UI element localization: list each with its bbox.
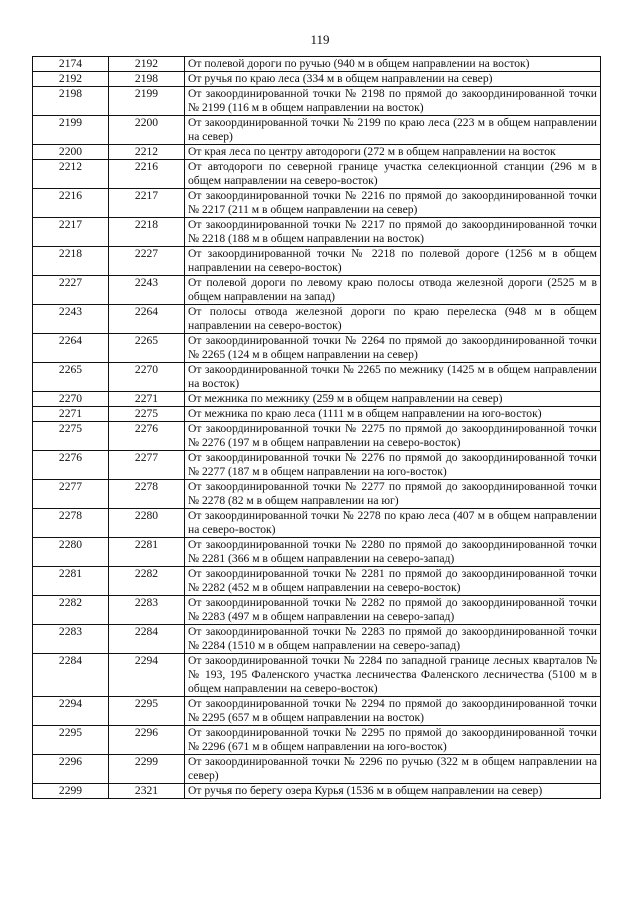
table-row [33, 218, 601, 247]
point-to-cell: 2227 [109, 247, 185, 276]
boundary-description-cell: От закоординированной точки № 2199 по краю леса (223 м в общем направлении на север) [185, 116, 601, 145]
boundary-description-cell: От края леса по центру автодороги (272 м в общем направлении на восток [185, 145, 601, 160]
point-to-cell: 2284 [109, 625, 185, 654]
table-row [33, 392, 601, 407]
boundary-description-cell: От закоординированной точки № 2276 по прямой до закоординированной точки № 2277 (187 м в общем направлении на юго-восток) [185, 451, 601, 480]
point-to-cell: 2265 [109, 334, 185, 363]
point-from-cell: 2227 [33, 276, 109, 305]
point-to-cell: 2321 [109, 784, 185, 799]
point-to-cell: 2264 [109, 305, 185, 334]
boundary-description-cell: От закоординированной точки № 2277 по прямой до закоординированной точки № 2278 (82 м в общем направлении на юг) [185, 480, 601, 509]
table-row [33, 422, 601, 451]
point-from-cell: 2217 [33, 218, 109, 247]
table-row [33, 334, 601, 363]
table-row [33, 697, 601, 726]
point-to-cell: 2278 [109, 480, 185, 509]
boundary-description-cell: От закоординированной точки № 2275 по прямой до закоординированной точки № 2276 (197 м в общем направлении на северо-восток) [185, 422, 601, 451]
table-row [33, 451, 601, 480]
point-from-cell: 2280 [33, 538, 109, 567]
point-from-cell: 2277 [33, 480, 109, 509]
boundary-description-cell: От закоординированной точки № 2264 по прямой до закоординированной точки № 2265 (124 м в общем направлении на север) [185, 334, 601, 363]
table-row [33, 625, 601, 654]
boundary-description-cell: От закоординированной точки № 2278 по краю леса (407 м в общем направлении на северо-восток) [185, 509, 601, 538]
point-from-cell: 2200 [33, 145, 109, 160]
table-row [33, 567, 601, 596]
boundary-description-cell: От межника по краю леса (1111 м в общем направлении на юго-восток) [185, 407, 601, 422]
point-to-cell: 2200 [109, 116, 185, 145]
point-from-cell: 2271 [33, 407, 109, 422]
point-from-cell: 2174 [33, 57, 109, 72]
point-to-cell: 2217 [109, 189, 185, 218]
boundary-description-cell: От закоординированной точки № 2280 по прямой до закоординированной точки № 2281 (366 м в общем направлении на северо-запад) [185, 538, 601, 567]
point-from-cell: 2283 [33, 625, 109, 654]
point-to-cell: 2276 [109, 422, 185, 451]
point-from-cell: 2294 [33, 697, 109, 726]
point-from-cell: 2282 [33, 596, 109, 625]
boundary-description-cell: От ручья по краю леса (334 м в общем направлении на север) [185, 72, 601, 87]
page-number: 119 [310, 32, 330, 47]
point-to-cell: 2282 [109, 567, 185, 596]
point-from-cell: 2296 [33, 755, 109, 784]
boundary-description-cell: От закоординированной точки № 2282 по прямой до закоординированной точки № 2283 (497 м в общем направлении на северо-запад) [185, 596, 601, 625]
boundary-description-cell: От закоординированной точки № 2217 по прямой до закоординированной точки № 2218 (188 м в общем направлении на восток) [185, 218, 601, 247]
table-row [33, 784, 601, 799]
table-row [33, 538, 601, 567]
boundary-description-cell: От закоординированной точки № 2216 по прямой до закоординированной точки № 2217 (211 м в общем направлении на север) [185, 189, 601, 218]
table-row [33, 363, 601, 392]
boundary-table-body [33, 57, 601, 799]
point-to-cell: 2295 [109, 697, 185, 726]
table-row [33, 596, 601, 625]
point-from-cell: 2216 [33, 189, 109, 218]
table-row [33, 57, 601, 72]
point-from-cell: 2264 [33, 334, 109, 363]
table-row [33, 726, 601, 755]
table-row [33, 72, 601, 87]
point-from-cell: 2192 [33, 72, 109, 87]
table-row [33, 276, 601, 305]
table-row [33, 189, 601, 218]
table-row [33, 160, 601, 189]
point-to-cell: 2243 [109, 276, 185, 305]
point-from-cell: 2299 [33, 784, 109, 799]
boundary-description-cell: От полевой дороги по ручью (940 м в общем направлении на восток) [185, 57, 601, 72]
boundary-description-cell: От автодороги по северной границе участка селекционной станции (296 м в общем направлении на северо-восток) [185, 160, 601, 189]
point-from-cell: 2243 [33, 305, 109, 334]
point-to-cell: 2283 [109, 596, 185, 625]
boundary-description-cell: От межника по межнику (259 м в общем направлении на север) [185, 392, 601, 407]
point-from-cell: 2281 [33, 567, 109, 596]
point-to-cell: 2299 [109, 755, 185, 784]
point-to-cell: 2296 [109, 726, 185, 755]
boundary-table [32, 56, 601, 799]
point-from-cell: 2198 [33, 87, 109, 116]
boundary-description-cell: От полевой дороги по левому краю полосы отвода железной дороги (2525 м в общем направлении на запад) [185, 276, 601, 305]
point-from-cell: 2276 [33, 451, 109, 480]
boundary-description-cell: От закоординированной точки № 2281 по прямой до закоординированной точки № 2282 (452 м в общем направлении на северо-восток) [185, 567, 601, 596]
point-to-cell: 2270 [109, 363, 185, 392]
boundary-description-cell: От закоординированной точки № 2265 по межнику (1425 м в общем направлении на восток) [185, 363, 601, 392]
table-row [33, 247, 601, 276]
table-row [33, 116, 601, 145]
point-from-cell: 2199 [33, 116, 109, 145]
point-to-cell: 2192 [109, 57, 185, 72]
point-to-cell: 2218 [109, 218, 185, 247]
point-to-cell: 2198 [109, 72, 185, 87]
point-from-cell: 2265 [33, 363, 109, 392]
point-from-cell: 2278 [33, 509, 109, 538]
point-from-cell: 2295 [33, 726, 109, 755]
boundary-description-cell: От закоординированной точки № 2284 по западной границе лесных кварталов №№ 193, 195 Фаленского участка лесничества Фаленского лесничества (5100 м в общем направлении на северо-восток) [185, 654, 601, 697]
point-to-cell: 2294 [109, 654, 185, 697]
point-to-cell: 2271 [109, 392, 185, 407]
boundary-description-cell: От ручья по берегу озера Курья (1536 м в общем направлении на север) [185, 784, 601, 799]
point-from-cell: 2270 [33, 392, 109, 407]
point-to-cell: 2280 [109, 509, 185, 538]
point-to-cell: 2277 [109, 451, 185, 480]
point-to-cell: 2216 [109, 160, 185, 189]
point-to-cell: 2275 [109, 407, 185, 422]
point-from-cell: 2212 [33, 160, 109, 189]
table-row [33, 87, 601, 116]
point-to-cell: 2212 [109, 145, 185, 160]
table-row [33, 407, 601, 422]
boundary-description-cell: От закоординированной точки № 2296 по ручью (322 м в общем направлении на север) [185, 755, 601, 784]
boundary-description-cell: От закоординированной точки № 2294 по прямой до закоординированной точки № 2295 (657 м в общем направлении на восток) [185, 697, 601, 726]
boundary-description-cell: От закоординированной точки № 2295 по прямой до закоординированной точки № 2296 (671 м в общем направлении на юго-восток) [185, 726, 601, 755]
boundary-description-cell: От закоординированной точки № 2283 по прямой до закоординированной точки № 2284 (1510 м в общем направлении на северо-запад) [185, 625, 601, 654]
point-from-cell: 2218 [33, 247, 109, 276]
point-from-cell: 2284 [33, 654, 109, 697]
table-row [33, 145, 601, 160]
point-from-cell: 2275 [33, 422, 109, 451]
boundary-description-cell: От полосы отвода железной дороги по краю перелеска (948 м в общем направлении на северо-восток) [185, 305, 601, 334]
table-row [33, 509, 601, 538]
boundary-description-cell: От закоординированной точки № 2218 по полевой дороге (1256 м в общем направлении на северо-восток) [185, 247, 601, 276]
table-row [33, 654, 601, 697]
point-to-cell: 2199 [109, 87, 185, 116]
table-row [33, 480, 601, 509]
table-row [33, 755, 601, 784]
table-row [33, 305, 601, 334]
point-to-cell: 2281 [109, 538, 185, 567]
boundary-description-cell: От закоординированной точки № 2198 по прямой до закоординированной точки № 2199 (116 м в общем направлении на восток) [185, 87, 601, 116]
